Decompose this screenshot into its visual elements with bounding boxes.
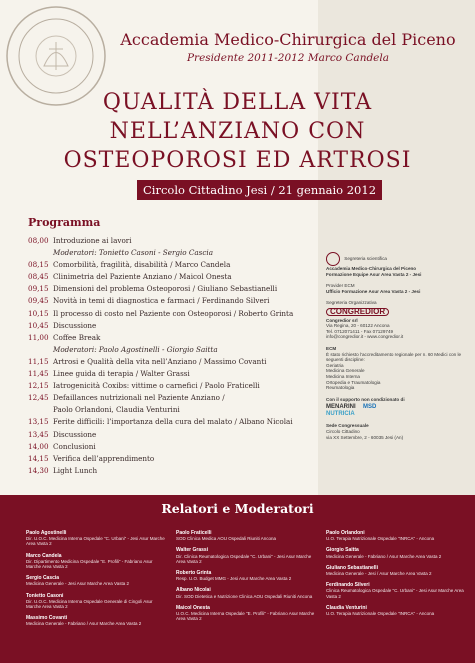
speaker-name: Ferdinando Silveri — [326, 582, 370, 589]
program-text: Paolo Orlandoni, Claudia Venturini — [53, 405, 180, 415]
speaker-column — [26, 531, 166, 634]
program-text: Dimensioni del problema Osteoporosi / Giuliano Sebastianelli — [53, 284, 278, 294]
speaker-entry — [326, 531, 466, 541]
speaker-role: Medicina Generale - Fabriano / Asur Marche Area Vasta 2 — [326, 553, 442, 559]
speaker-name: Paolo Orlandoni — [326, 530, 365, 536]
discipline-item: Medicina Generale — [326, 368, 365, 374]
congredior-name: Congredior srl — [326, 317, 358, 323]
speaker-entry — [326, 566, 466, 576]
header — [0, 0, 475, 215]
program-time: 08,00 — [28, 236, 49, 245]
accademia-name: Accademia Medico-Chirurgica del Piceno — [326, 266, 417, 271]
program-text: Artrosi e Qualità della vita nell’Anziano / Massimo Covanti — [53, 356, 267, 366]
program-text: Moderatori: Tonietto Casoni - Sergio Cascia — [53, 248, 213, 258]
program-time: 13,15 — [28, 417, 49, 427]
speaker-column — [176, 531, 316, 634]
academy-logo-icon — [326, 252, 340, 266]
speaker-entry — [176, 571, 316, 581]
academy-name: Accademia Medico-Chirurgica del Piceno — [120, 30, 456, 49]
congredior-address: Via Regina, 20 - 60122 Ancona — [326, 323, 390, 329]
program-row — [28, 235, 320, 247]
segreteria-scientifica-label: Segreteria scientifica — [344, 256, 387, 262]
program-time: 12,45 — [28, 393, 49, 403]
ecm-block — [326, 346, 471, 391]
speaker-role: Medicina Generale - Jesi Asur Marche Area Vasta 2 — [26, 581, 129, 587]
program-row — [28, 320, 320, 332]
title-line-1: QUALITÀ DELLA VITA — [102, 90, 373, 115]
speaker-name: Paolo Agostinelli — [26, 530, 67, 536]
speaker-entry — [176, 606, 316, 622]
title-line-2: NELL’ANZIANO CON — [109, 119, 366, 144]
program-text: Conclusioni — [53, 441, 96, 451]
program-section — [28, 216, 320, 477]
speaker-role: Clinica Reumatologica Ospedale "C. Urbani" - Jesi Asur Marche Area Vasta 2 — [326, 588, 464, 599]
speaker-name: Walter Grassi — [176, 547, 209, 554]
speaker-role: U.O.C. Medicina Interna Ospedale "E. Profili" - Fabriano Asur Marche Area Vasta 2 — [176, 611, 315, 622]
program-title: Programma — [28, 216, 101, 229]
moderators-row — [28, 247, 320, 259]
program-text: Coffee Break — [53, 332, 101, 342]
speaker-column — [326, 531, 466, 634]
discipline-item: Ortopedia e Traumatologia — [326, 379, 381, 385]
sede-name: Circolo Cittadino — [326, 429, 360, 435]
program-row — [28, 429, 320, 441]
speaker-role: Dir. SOD Dietetica e Nutrizione Clinica AOU Ospedali Riuniti Ancona — [176, 593, 313, 599]
speakers-title: Relatori e Moderatori — [161, 501, 314, 516]
scientific-secretariat — [326, 252, 471, 277]
program-time — [28, 344, 53, 356]
speaker-entry — [326, 548, 466, 558]
program-row — [28, 283, 320, 295]
sede-address: via XX Settembre, 2 - 60035 Jesi (An) — [326, 434, 404, 440]
program-text: Introduzione ai lavori — [53, 236, 132, 245]
speaker-name: Tonietto Casoni — [26, 592, 64, 599]
program-row — [28, 308, 320, 320]
program-time — [28, 404, 53, 416]
speaker-name: Albano Nicolai — [176, 587, 211, 594]
speaker-role: Medicina Generale - Jesi / Asur Marche Area Vasta 2 — [326, 571, 432, 577]
program-time: 09,45 — [28, 296, 49, 306]
speaker-name: Sergio Cascia — [26, 575, 60, 582]
discipline-item: Medicina Interna — [326, 373, 360, 379]
speaker-columns — [26, 531, 466, 634]
sidebar-info — [326, 252, 471, 446]
speaker-name: Maicol Onesta — [176, 604, 210, 611]
speaker-name: Marco Candela — [26, 552, 62, 559]
venue-date-bar: Circolo Cittadino Jesi / 21 gennaio 2012 — [137, 180, 382, 200]
provider-block — [326, 283, 471, 294]
segreteria-org-label: Segreteria Organizzativa — [326, 300, 377, 306]
title-line-3: OSTEOPOROSI ED ARTROSI — [63, 148, 412, 173]
president-line: Presidente 2011-2012 Marco Candela — [186, 52, 390, 64]
organizing-secretariat — [326, 300, 471, 340]
program-time: 14,00 — [28, 441, 49, 451]
sede-label: Sede Congressuale — [326, 423, 369, 429]
program-rows — [28, 235, 320, 477]
program-row — [28, 416, 320, 428]
provider-name: Ufficio Formazione Asur Area Vasta 2 - Jesi — [326, 288, 421, 294]
program-text: Light Lunch — [53, 465, 98, 475]
program-text: Verifica dell’apprendimento — [53, 453, 155, 463]
program-text: Clinimetria del Paziente Anziano / Maicol Onesta — [53, 272, 232, 282]
program-text: Discussione — [53, 320, 97, 330]
speaker-entry — [26, 531, 166, 547]
speaker-entry — [26, 594, 166, 610]
menarini-logo: MENARINI — [326, 404, 356, 411]
speaker-entry — [176, 531, 316, 541]
program-row — [28, 392, 320, 404]
program-row — [28, 380, 320, 392]
speaker-role: U.O. Terapia Nutrizionale Ospedale "INRCA" - Ancona — [326, 611, 435, 617]
program-text: Comorbilità, fragilità, disabilità / Marco Candela — [53, 260, 231, 270]
moderators-row — [28, 344, 320, 356]
program-text: Linee guida di terapia / Walter Grassi — [53, 369, 190, 379]
program-text: Novità in temi di diagnostica e farmaci / Ferdinando Silveri — [53, 296, 270, 306]
program-time: 08,45 — [28, 272, 49, 282]
sponsor-block — [326, 397, 471, 418]
program-time: 10,15 — [28, 308, 49, 318]
program-row — [28, 259, 320, 271]
speaker-entry — [176, 588, 316, 598]
speaker-role: Resp. U.O. Budget MMG - Jesi Asur Marche Area Vasta 2 — [176, 576, 292, 582]
ecm-title: ECM — [326, 345, 337, 351]
speakers-section — [0, 495, 475, 663]
speaker-name: Claudia Venturini — [326, 604, 367, 611]
speaker-name: Massimo Covanti — [26, 615, 68, 622]
ecm-text: È stato richiesto l’accreditamento regionale per n. 60 Medici con le seguenti discipline: — [326, 351, 462, 363]
speaker-name: Paolo Fraticelli — [176, 530, 212, 536]
speaker-entry — [26, 616, 166, 626]
program-row — [28, 271, 320, 283]
speaker-role: SOD Clinica Medica AOU Ospedali Riuniti Ancona — [176, 536, 277, 542]
speaker-role: U.O. Terapia Nutrizionale Ospedale "INRCA" - Ancona — [326, 536, 435, 542]
speaker-role: Dir. Clinica Reumatologica Ospedale "C. Urbani" - Jesi Asur Marche Area Vasta 2 — [176, 553, 312, 564]
speaker-entry — [326, 606, 466, 616]
program-row — [28, 453, 320, 465]
program-row — [28, 404, 320, 416]
speaker-role: Dir. U.O.C. Medicina Interna Ospedale Generale di Cingoli Asur Marche Area Vasta 2 — [26, 598, 153, 610]
speaker-entry — [26, 554, 166, 570]
program-time: 11,15 — [28, 356, 49, 366]
program-text: Iatrogenicità Coxibs: vittime o carnefici / Paolo Fraticelli — [53, 381, 260, 391]
congredior-logo: CONGREDIOR — [326, 308, 389, 316]
program-time: 12,15 — [28, 381, 49, 391]
program-time: 11,45 — [28, 369, 49, 379]
program-time: 10,45 — [28, 320, 49, 330]
program-time: 14,15 — [28, 453, 49, 463]
program-time: 13,45 — [28, 429, 49, 439]
program-row — [28, 465, 320, 477]
discipline-item: Reumatologia — [326, 385, 355, 391]
speaker-role: Dir. U.O.C. Medicina Interna Ospedale "C. Urbani" - Jesi Asur Marche Area Vasta 2 — [26, 536, 165, 547]
sponsor-label: Con il supporto non condizionato di — [326, 396, 405, 402]
congredior-phone: Tel. 0712071411 - Fax 07129749 — [326, 328, 394, 334]
discipline-item: Geriatria — [326, 362, 344, 368]
program-time: 11,00 — [28, 332, 49, 342]
congredior-web: info@congredior.it - www.congredior.it — [326, 334, 404, 340]
speaker-name: Giuliano Sebastianelli — [326, 564, 378, 571]
program-text: Discussione — [53, 429, 97, 439]
speaker-entry — [326, 583, 466, 599]
program-time: 14,30 — [28, 465, 49, 475]
formazione-name: Formazione Equipe Asur Area Vasta 2 - Jesi — [326, 271, 422, 277]
provider-label: Provider ECM — [326, 283, 355, 289]
program-time: 09,15 — [28, 284, 49, 294]
program-row — [28, 441, 320, 453]
program-text: Ferite difficili: l’importanza della cura del malato / Albano Nicolai — [53, 417, 293, 427]
speaker-entry — [26, 576, 166, 586]
event-title — [0, 88, 475, 175]
nutricia-logo: NUTRICIA — [326, 410, 355, 417]
program-time: 08,15 — [28, 260, 49, 270]
venue-block — [326, 423, 471, 440]
speaker-role: Medicina Generale - Fabriano / Asur Marche Area Vasta 2 — [26, 621, 142, 627]
speaker-entry — [176, 548, 316, 564]
sponsor-logos — [326, 404, 471, 417]
program-row — [28, 356, 320, 368]
speaker-role: Dir. Dipartimento Medicina Ospedale "E. Profili" - Fabriano Asur Marche Area Vasta 2 — [26, 558, 153, 570]
program-text: Il processo di costo nel Paziente con Osteoporosi / Roberto Grinta — [53, 308, 294, 318]
program-text: Moderatori: Paolo Agostinelli - Giorgio Saitta — [53, 344, 218, 354]
speaker-name: Roberto Grinta — [176, 570, 212, 577]
program-time — [28, 247, 53, 259]
program-row — [28, 368, 320, 380]
program-text: Defaillances nutrizionali nel Paziente Anziano / — [53, 393, 225, 403]
msd-logo: MSD — [362, 404, 377, 411]
program-row — [28, 295, 320, 307]
speaker-name: Giorgio Saitta — [326, 547, 359, 554]
program-row — [28, 332, 320, 344]
